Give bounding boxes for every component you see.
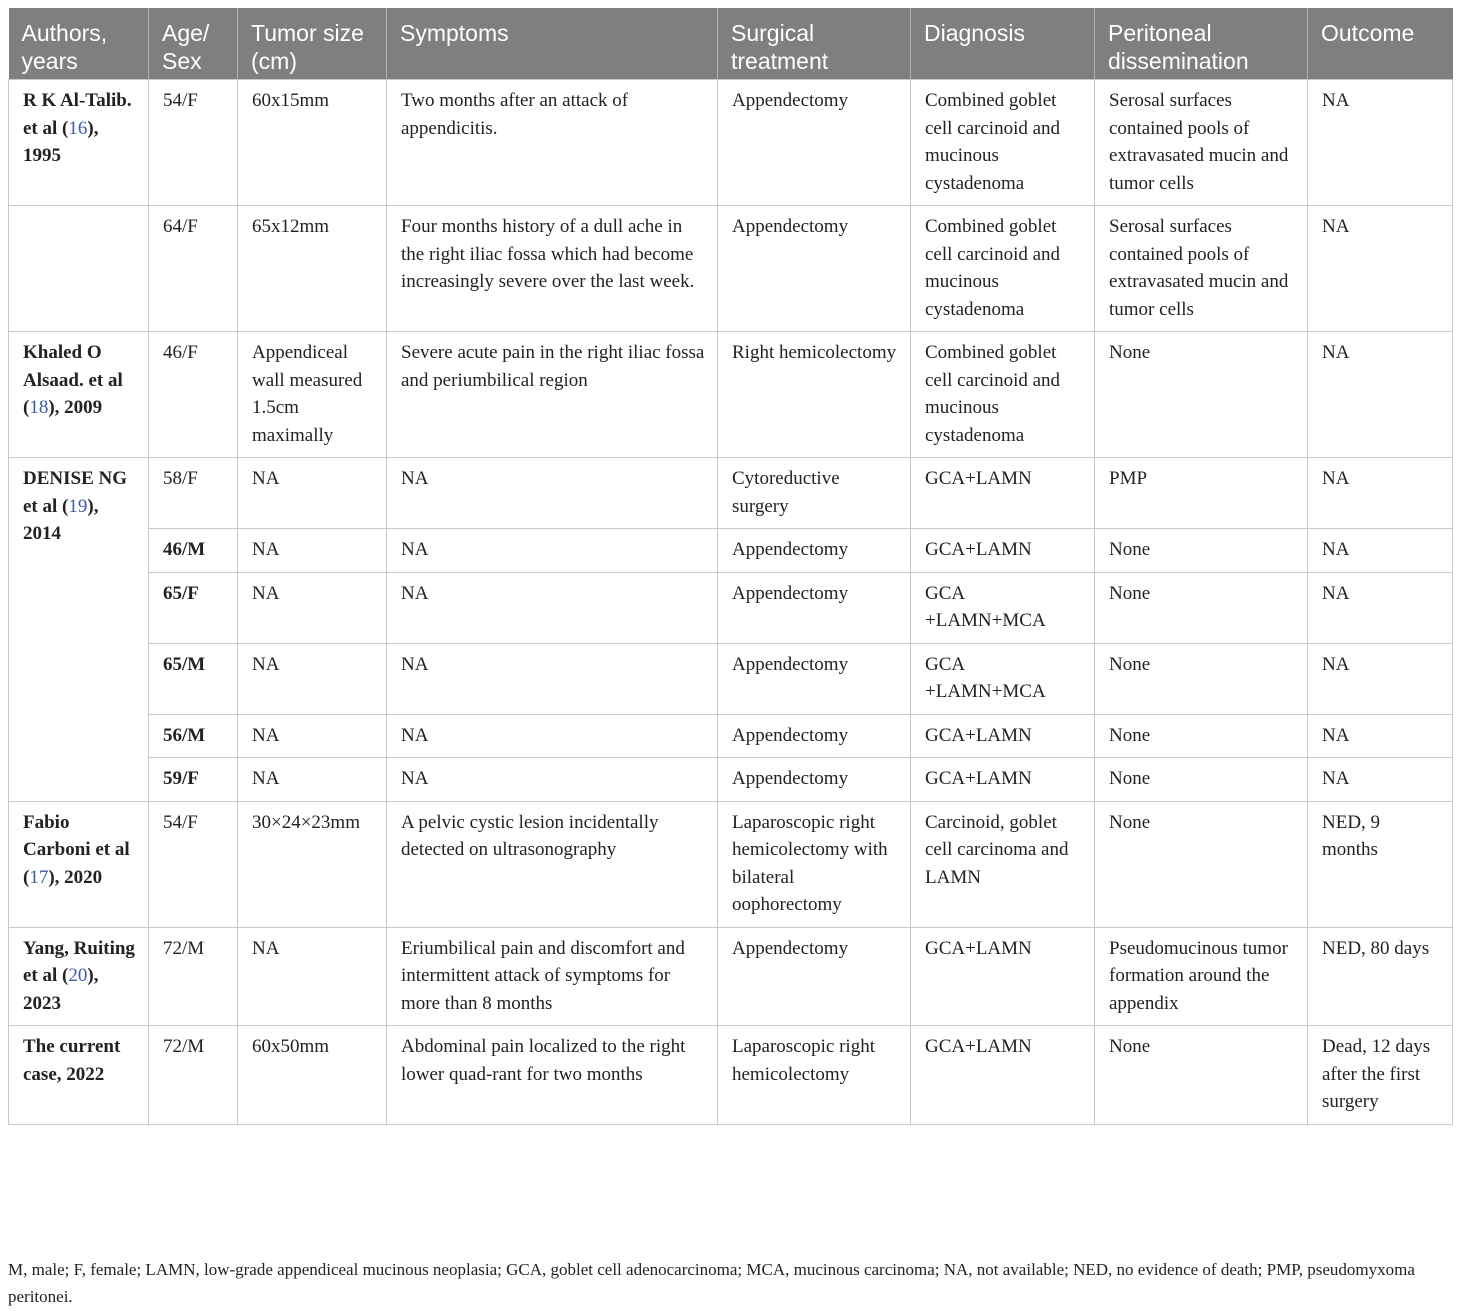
author-text: Yang, Ruiting et al (: [23, 937, 135, 986]
header-symptoms: Symptoms: [387, 8, 718, 80]
cell-diagnosis: GCA+LAMN: [911, 927, 1095, 1026]
cell-surgical-treatment: Appendectomy: [718, 572, 911, 643]
cell-outcome: NA: [1308, 458, 1453, 529]
table-row: [9, 332, 1453, 458]
cell-surgical-treatment: Cytoreductive surgery: [718, 458, 911, 529]
cell-surgical-treatment: Appendectomy: [718, 529, 911, 573]
cell-diagnosis: GCA+LAMN: [911, 529, 1095, 573]
cell-tumor-size: NA: [238, 643, 387, 714]
cell-diagnosis: Combined goblet cell carcinoid and mucinous cystadenoma: [911, 332, 1095, 458]
cell-tumor-size: 60x15mm: [238, 80, 387, 206]
header-outcome: Outcome: [1308, 8, 1453, 80]
cell-outcome: NA: [1308, 529, 1453, 573]
cell-symptoms: Eriumbilical pain and discomfort and intermittent attack of symptoms for more than 8 months: [387, 927, 718, 1026]
header-tumor-size: Tumor size (cm): [238, 8, 387, 80]
cell-tumor-size: 60x50mm: [238, 1026, 387, 1125]
cell-age-sex: 46/F: [149, 332, 238, 458]
cell-peritoneal-dissemination: None: [1095, 714, 1308, 758]
cell-diagnosis: GCA+LAMN: [911, 758, 1095, 802]
table-row: [9, 758, 1453, 802]
table-footnote: M, male; F, female; LAMN, low-grade appendiceal mucinous neoplasia; GCA, goblet cell adenocarcinoma; MCA, mucinous carcinoma; NA, not available; NED, no evidence of death; PMP, pseudomyxoma peritonei.: [8, 1260, 1415, 1306]
table-row: [9, 80, 1453, 206]
table-row: [9, 714, 1453, 758]
cell-authors: [9, 801, 149, 927]
header-age-sex: Age/ Sex: [149, 8, 238, 80]
cell-symptoms: Severe acute pain in the right iliac fossa and periumbilical region: [387, 332, 718, 458]
reference-link[interactable]: 20: [68, 965, 88, 986]
cell-outcome: NA: [1308, 714, 1453, 758]
table-row: [9, 927, 1453, 1026]
author-text: Fabio Carboni et al (: [23, 811, 130, 888]
cell-tumor-size: NA: [238, 529, 387, 573]
cell-age-sex: 65/M: [149, 643, 238, 714]
cell-outcome: NA: [1308, 206, 1453, 332]
cell-age-sex: 64/F: [149, 206, 238, 332]
cell-tumor-size: NA: [238, 458, 387, 529]
cell-authors-empty: [9, 206, 149, 332]
cell-peritoneal-dissemination: Serosal surfaces contained pools of extravasated mucin and tumor cells: [1095, 206, 1308, 332]
cell-symptoms: NA: [387, 714, 718, 758]
cell-age-sex: 54/F: [149, 80, 238, 206]
cell-outcome: NED, 80 days: [1308, 927, 1453, 1026]
cell-peritoneal-dissemination: None: [1095, 572, 1308, 643]
cell-tumor-size: NA: [238, 927, 387, 1026]
reference-link[interactable]: 17: [29, 866, 49, 888]
author-text: R K Al-Talib. et al (: [23, 90, 132, 139]
cell-symptoms: NA: [387, 529, 718, 573]
header-surgical-treatment: Surgical treatment: [718, 8, 911, 80]
cell-symptoms: NA: [387, 458, 718, 529]
cell-outcome: NA: [1308, 643, 1453, 714]
table-row: [9, 643, 1453, 714]
cell-peritoneal-dissemination: None: [1095, 1026, 1308, 1125]
author-year: ), 2023: [23, 965, 99, 1014]
cell-tumor-size: NA: [238, 714, 387, 758]
author-year: ), 2020: [48, 866, 103, 888]
cell-symptoms: NA: [387, 758, 718, 802]
cell-symptoms: NA: [387, 643, 718, 714]
cell-peritoneal-dissemination: PMP: [1095, 458, 1308, 529]
cell-symptoms: A pelvic cystic lesion incidentally detected on ultrasonography: [387, 801, 718, 927]
cell-age-sex: 54/F: [149, 801, 238, 927]
cell-symptoms: Abdominal pain localized to the right lower quad-rant for two months: [387, 1026, 718, 1125]
author-year: ), 2009: [48, 397, 103, 418]
cell-diagnosis: GCA +LAMN+MCA: [911, 643, 1095, 714]
cell-peritoneal-dissemination: Serosal surfaces contained pools of extravasated mucin and tumor cells: [1095, 80, 1308, 206]
cell-surgical-treatment: Appendectomy: [718, 80, 911, 206]
table-row: [9, 529, 1453, 573]
table-row: [9, 572, 1453, 643]
reference-link[interactable]: 16: [68, 117, 88, 139]
header-peritoneal-dissemination: Peritoneal dissemination: [1095, 8, 1308, 80]
author-year: ), 2014: [23, 495, 99, 544]
cell-surgical-treatment: Appendectomy: [718, 714, 911, 758]
cell-surgical-treatment: Laparoscopic right hemicolectomy: [718, 1026, 911, 1125]
cell-peritoneal-dissemination: None: [1095, 643, 1308, 714]
cell-tumor-size: 65x12mm: [238, 206, 387, 332]
cell-symptoms: Four months history of a dull ache in the right iliac fossa which had become increasingly severe over the last week.: [387, 206, 718, 332]
cell-age-sex: 65/F: [149, 572, 238, 643]
cell-tumor-size: NA: [238, 758, 387, 802]
cell-age-sex: 72/M: [149, 1026, 238, 1125]
table-row: [9, 206, 1453, 332]
cell-diagnosis: GCA+LAMN: [911, 458, 1095, 529]
cell-tumor-size: NA: [238, 572, 387, 643]
cell-surgical-treatment: Appendectomy: [718, 643, 911, 714]
author-text: DENISE NG et al (: [23, 468, 127, 517]
cell-peritoneal-dissemination: None: [1095, 529, 1308, 573]
cell-surgical-treatment: Laparoscopic right hemicolectomy with bilateral oophorectomy: [718, 801, 911, 927]
reference-link[interactable]: 19: [68, 495, 88, 517]
author-year: ), 1995: [23, 117, 99, 166]
table-row: [9, 458, 1453, 529]
cell-symptoms: Two months after an attack of appendicitis.: [387, 80, 718, 206]
cell-diagnosis: Carcinoid, goblet cell carcinoma and LAMN: [911, 801, 1095, 927]
cell-authors: [9, 458, 149, 802]
cell-age-sex: 56/M: [149, 714, 238, 758]
cell-symptoms: NA: [387, 572, 718, 643]
cell-outcome: Dead, 12 days after the first surgery: [1308, 1026, 1453, 1125]
cell-surgical-treatment: Appendectomy: [718, 927, 911, 1026]
cell-outcome: NA: [1308, 332, 1453, 458]
cell-authors: [9, 1026, 149, 1125]
cell-peritoneal-dissemination: None: [1095, 332, 1308, 458]
cell-authors: [9, 80, 149, 206]
cell-outcome: NED, 9 months: [1308, 801, 1453, 927]
cell-surgical-treatment: Appendectomy: [718, 758, 911, 802]
cell-age-sex: 58/F: [149, 458, 238, 529]
cell-surgical-treatment: Right hemicolectomy: [718, 332, 911, 458]
cell-outcome: NA: [1308, 572, 1453, 643]
cell-outcome: NA: [1308, 758, 1453, 802]
reference-link[interactable]: 18: [29, 397, 49, 418]
cell-authors: [9, 927, 149, 1026]
cell-surgical-treatment: Appendectomy: [718, 206, 911, 332]
cell-age-sex: 72/M: [149, 927, 238, 1026]
cell-peritoneal-dissemination: Pseudomucinous tumor formation around the appendix: [1095, 927, 1308, 1026]
header-authors: Authors, years: [9, 8, 149, 80]
table-row: [9, 1026, 1453, 1125]
cell-peritoneal-dissemination: None: [1095, 758, 1308, 802]
comparison-table: [8, 8, 1453, 1125]
author-text: The current case, 2022: [23, 1036, 121, 1085]
table-container: [8, 8, 1452, 1125]
cell-diagnosis: GCA+LAMN: [911, 714, 1095, 758]
cell-age-sex: 46/M: [149, 529, 238, 573]
cell-diagnosis: Combined goblet cell carcinoid and mucinous cystadenoma: [911, 206, 1095, 332]
cell-authors: [9, 332, 149, 458]
table-row: [9, 801, 1453, 927]
cell-outcome: NA: [1308, 80, 1453, 206]
cell-age-sex: 59/F: [149, 758, 238, 802]
cell-tumor-size: Appendiceal wall measured 1.5cm maximally: [238, 332, 387, 458]
header-row: [9, 8, 1453, 80]
header-diagnosis: Diagnosis: [911, 8, 1095, 80]
cell-diagnosis: GCA+LAMN: [911, 1026, 1095, 1125]
cell-peritoneal-dissemination: None: [1095, 801, 1308, 927]
cell-diagnosis: GCA +LAMN+MCA: [911, 572, 1095, 643]
cell-diagnosis: Combined goblet cell carcinoid and mucinous cystadenoma: [911, 80, 1095, 206]
author-text: Khaled O Alsaad. et al (: [23, 342, 123, 418]
cell-tumor-size: 30×24×23mm: [238, 801, 387, 927]
